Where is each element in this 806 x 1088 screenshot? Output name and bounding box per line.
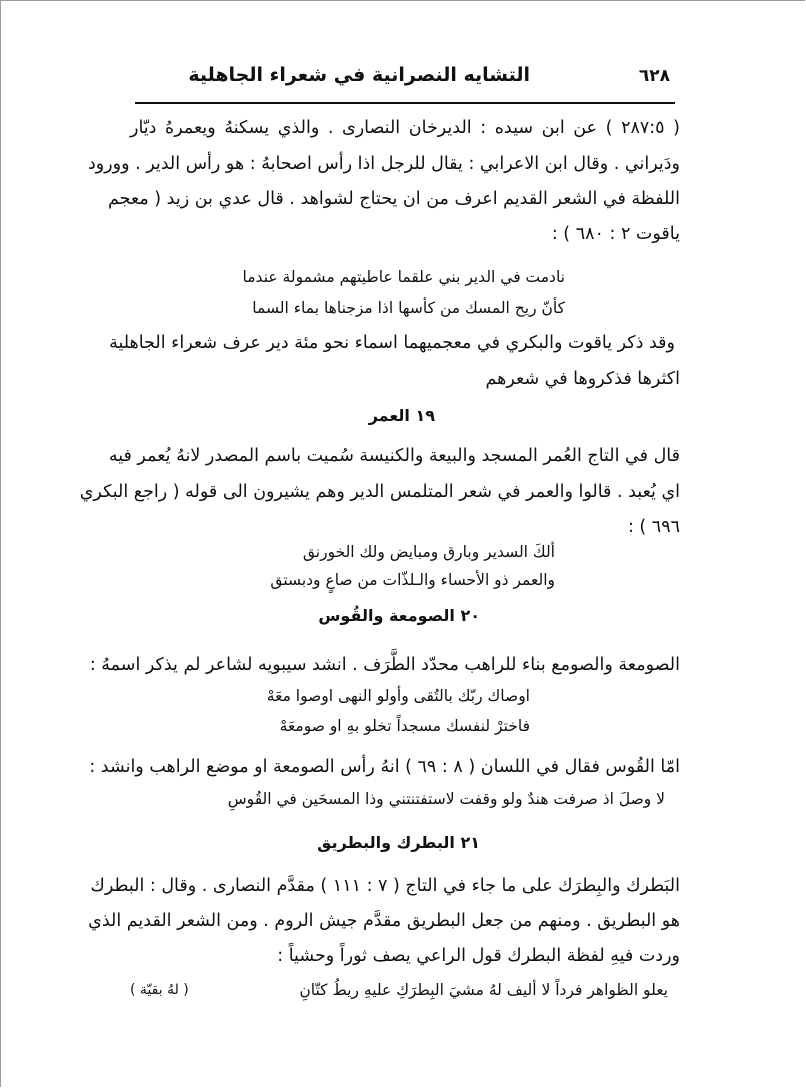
section-heading: ١٩ العمر [368,406,435,425]
section-heading: ٢٠ الصومعة والقُوس [318,606,480,625]
verse-line: اوصاك ربّك بالتُقى وأولو النهى اوصوا معَهْ [266,687,530,705]
paragraph-line: اي يُعبد . قالوا والعمر في شعر المتلمس الدير وهم يشيرون الى قوله ( راجع البكري [79,482,680,502]
verse-line: كأنّ ريح المسك من كأسها اذا مزجناها بماء السما [252,299,565,317]
paragraph-line: اللفظة في الشعر القديم اعرف من ان يحتاج لشواهد . قال عدي بن زيد ( معجم [107,189,680,209]
paragraph-line: امّا القُوس فقال في اللسان ( ٨ : ٦٩ ) انهُ رأس الصومعة او موضع الراهب وانشد : [89,757,680,777]
page-number: ٦٢٨ [638,66,670,86]
paragraph-line: قال في التاج العُمر المسجد والبيعة والكنيسة سُميت باسم المصدر لانهُ يُعمر فيه [108,446,680,466]
running-title: التشايه النصرانية في شعراء الجاهلية [188,64,530,86]
paragraph-line: اكثرها فذكروها في شعرهم [485,369,680,389]
verse-line: لا وصلَ اذ صرفت هندٌ ولو وقفت لاستفتنتني وذا المسحَين في القُوسِ [227,790,665,808]
paragraph-line: ودَيراني . وقال ابن الاعرابي : يقال للرجل اذا رأس اصحابهُ : هو رأس الدير . وورود [87,154,680,174]
paragraph-line: ٦٩٦ ) : [627,517,680,537]
verse-line: والعمر ذو الأحساء والـلذّات من صاعٍ ودبستق [270,571,555,589]
verse-line: نادمت في الدير بني علقما عاطيتهم مشمولة عندما [242,268,565,286]
header-rule [135,102,675,104]
verse-line: ألكَ السدير وبارق ومبايض ولك الخورنق [302,543,555,561]
paragraph-line: البَطرك والبِطرَك على ما جاء في التاج ( ٧ : ١١١ ) مقدَّم النصارى . وقال : البطرك [90,876,680,896]
paragraph-line: الصومعة والصومع بناء للراهب محدّد الطَّرَف . انشد سيبويه لشاعر لم يذكر اسمهُ : [89,655,680,675]
section-heading: ٢١ البطرك والبطريق [317,833,480,852]
continued-note: ( لهُ بقيّة ) [130,982,189,998]
page-header [130,62,680,92]
paragraph-line: وقد ذكر ياقوت والبكري في معجميهما اسماء نحو مئة دير عرف شعراء الجاهلية [109,333,675,353]
paragraph-line: وردت فيهِ لفظة البطرك قول الراعي يصف ثوراً وحشياً : [277,946,680,966]
verse-line: يعلو الظواهر فرداً لا أليف لهُ مشيَ البِطرَكِ عليهِ ريطُ كتّانِ [299,981,668,999]
paragraph-line: هو البطريق . ومنهم من جعل البطريق مقدَّم جيش الروم . ومن الشعر القديم الذي [88,911,680,931]
paragraph-line: ( ٢٨٧:٥ ) عن ابن سيده : الديرخان النصارى . والذي يسكنهُ ويعمرهُ ديّار [130,118,681,138]
paragraph-line: ياقوت ٢ : ٦٨٠ ) : [551,224,680,244]
verse-line: فاخترْ لنفسك مسجداً تخلو بهِ او صومعَهْ [279,717,530,735]
